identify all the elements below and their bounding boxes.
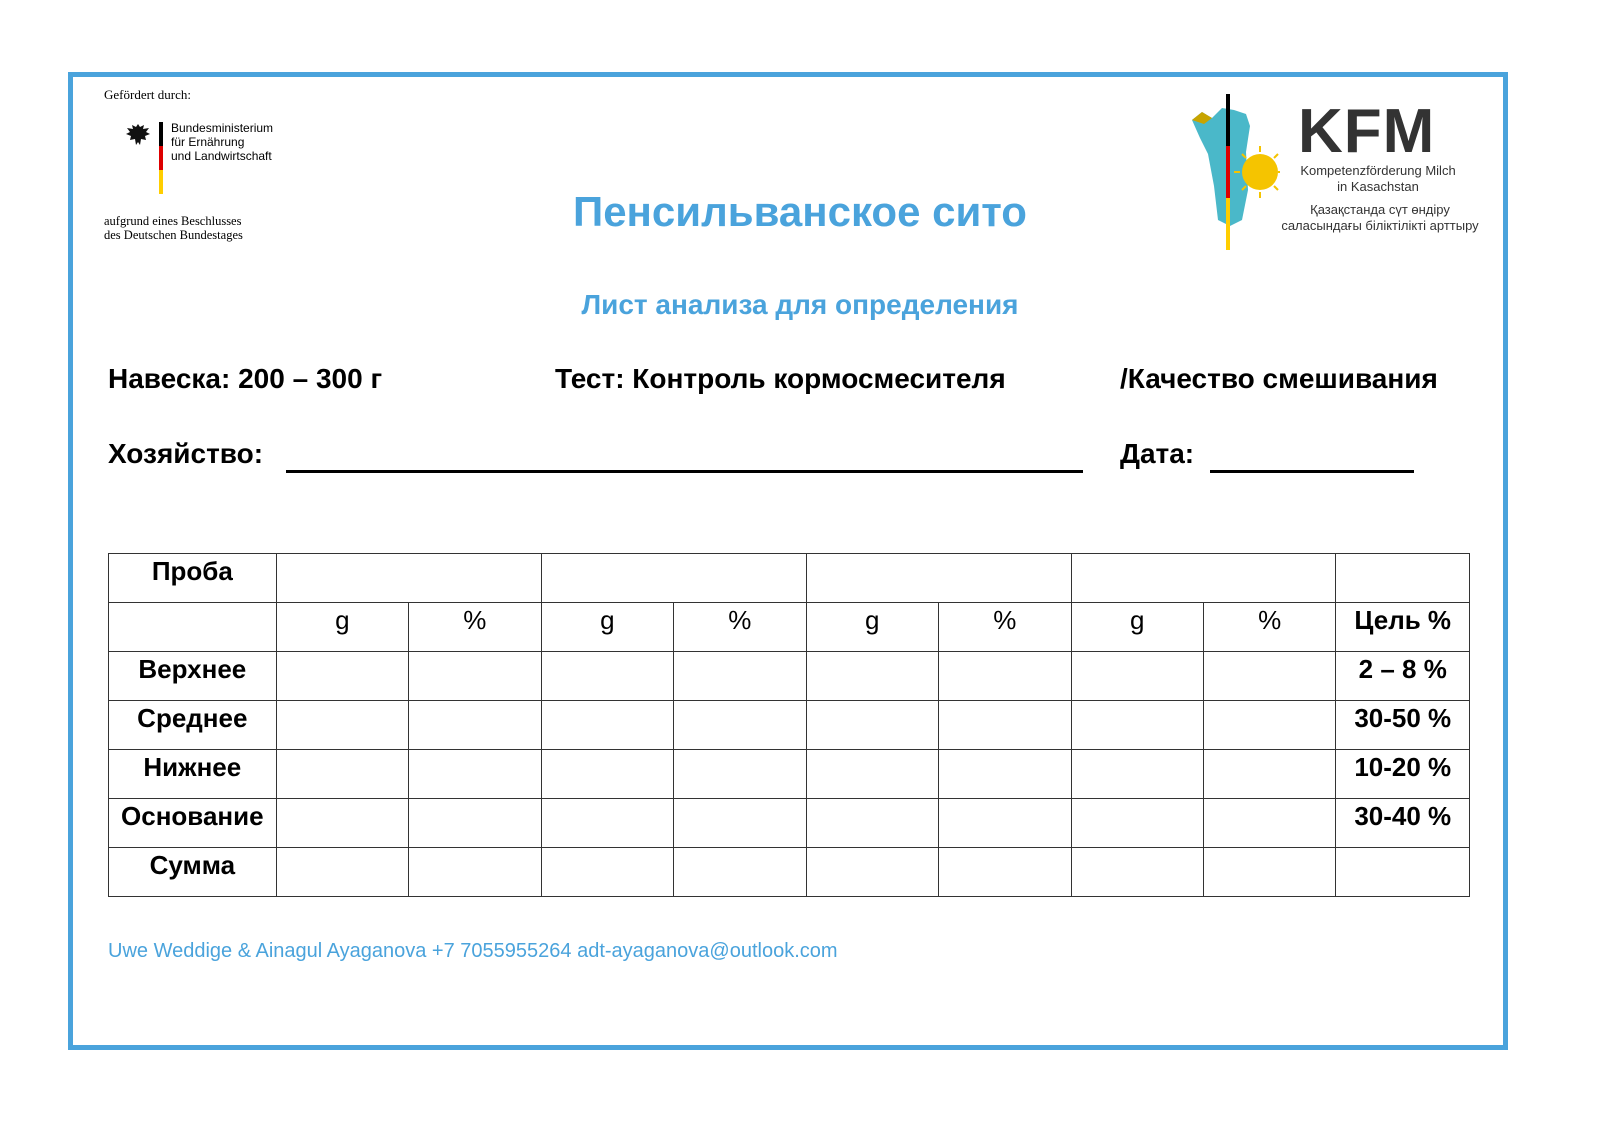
target-cell: 2 – 8 % (1336, 652, 1470, 701)
date-label: Дата: (1120, 438, 1195, 469)
entry-cell[interactable] (541, 799, 673, 848)
unit-header-cell: g (276, 603, 408, 652)
sample-weight-label: Навеска: 200 – 300 г (108, 363, 383, 394)
bundestag-note: aufgrund eines Beschlusses des Deutschen Bundestages (104, 214, 243, 242)
unit-header-cell: % (674, 603, 806, 652)
entry-cell[interactable] (276, 799, 408, 848)
mixing-quality-label: /Качество смешивания (1120, 363, 1438, 394)
target-cell: 10-20 % (1336, 750, 1470, 799)
date-input-line[interactable] (1210, 470, 1414, 473)
sample-name-cell[interactable] (541, 554, 806, 603)
entry-cell[interactable] (1071, 701, 1203, 750)
unit-header-cell: % (939, 603, 1071, 652)
entry-cell[interactable] (674, 750, 806, 799)
sieve-analysis-table (108, 553, 1470, 897)
entry-cell[interactable] (806, 701, 938, 750)
table-row (109, 603, 1470, 652)
entry-cell[interactable] (939, 652, 1071, 701)
entry-cell[interactable] (541, 750, 673, 799)
row-label-cell: Верхнее (109, 652, 277, 701)
entry-cell[interactable] (1071, 848, 1203, 897)
row-label-cell: Сумма (109, 848, 277, 897)
entry-cell[interactable] (806, 799, 938, 848)
unit-header-cell: g (1071, 603, 1203, 652)
german-flag-bar (159, 122, 163, 194)
sponsor-caption: Gefördert durch: (104, 87, 191, 102)
kfm-logo-title: KFM (1298, 97, 1436, 166)
unit-header-cell: % (409, 603, 541, 652)
entry-cell[interactable] (806, 750, 938, 799)
empty-header-cell (1336, 554, 1470, 603)
entry-cell[interactable] (1204, 701, 1336, 750)
entry-cell[interactable] (674, 799, 806, 848)
entry-cell[interactable] (806, 652, 938, 701)
table-row (109, 848, 1470, 897)
table-row (109, 652, 1470, 701)
entry-cell[interactable] (1204, 750, 1336, 799)
target-cell (1336, 848, 1470, 897)
kfm-logo-subtitle-de: Kompetenzförderung Milch in Kasachstan (1300, 163, 1456, 194)
entry-cell[interactable] (276, 701, 408, 750)
entry-cell[interactable] (409, 652, 541, 701)
document-title: Пенсильванское сито (573, 188, 1027, 235)
row-label-cell: Нижнее (109, 750, 277, 799)
entry-cell[interactable] (939, 701, 1071, 750)
entry-cell[interactable] (541, 848, 673, 897)
target-header-cell: Цель % (1336, 603, 1470, 652)
sample-name-cell[interactable] (1071, 554, 1336, 603)
document-subtitle: Лист анализа для определения (581, 289, 1019, 320)
table-row (109, 554, 1470, 603)
contact-footer: Uwe Weddige & Ainagul Ayaganova +7 7055955264 adt-ayaganova@outlook.com (108, 940, 838, 962)
unit-header-cell: % (1204, 603, 1336, 652)
eagle-icon (124, 121, 152, 149)
entry-cell[interactable] (276, 750, 408, 799)
entry-cell[interactable] (1204, 848, 1336, 897)
sample-name-cell[interactable] (276, 554, 541, 603)
entry-cell[interactable] (939, 750, 1071, 799)
entry-cell[interactable] (276, 652, 408, 701)
entry-cell[interactable] (939, 848, 1071, 897)
entry-cell[interactable] (674, 848, 806, 897)
kfm-logo-subtitle-kz: Қазақстанда сүт өндіру саласындағы біліктілікті арттыру (1281, 202, 1479, 233)
test-label: Тест: Контроль кормосмесителя (555, 363, 1006, 394)
table-row (109, 701, 1470, 750)
entry-cell[interactable] (939, 799, 1071, 848)
entry-cell[interactable] (409, 799, 541, 848)
entry-cell[interactable] (276, 848, 408, 897)
farm-input-line[interactable] (286, 470, 1083, 473)
entry-cell[interactable] (1204, 652, 1336, 701)
entry-cell[interactable] (1204, 799, 1336, 848)
row-label-cell: Основание (109, 799, 277, 848)
row-label-cell: Среднее (109, 701, 277, 750)
target-cell: 30-50 % (1336, 701, 1470, 750)
entry-cell[interactable] (409, 750, 541, 799)
entry-cell[interactable] (1071, 750, 1203, 799)
empty-header-cell (109, 603, 277, 652)
entry-cell[interactable] (409, 848, 541, 897)
unit-header-cell: g (541, 603, 673, 652)
entry-cell[interactable] (541, 701, 673, 750)
entry-cell[interactable] (409, 701, 541, 750)
entry-cell[interactable] (1071, 799, 1203, 848)
table-row (109, 799, 1470, 848)
ministry-name: Bundesministerium für Ernährung und Landwirtschaft (171, 121, 274, 163)
target-cell: 30-40 % (1336, 799, 1470, 848)
entry-cell[interactable] (674, 701, 806, 750)
entry-cell[interactable] (806, 848, 938, 897)
sample-name-cell[interactable] (806, 554, 1071, 603)
sample-header-cell: Проба (109, 554, 277, 603)
entry-cell[interactable] (541, 652, 673, 701)
entry-cell[interactable] (674, 652, 806, 701)
entry-cell[interactable] (1071, 652, 1203, 701)
table-row (109, 750, 1470, 799)
farm-label: Хозяйство: (108, 438, 264, 469)
unit-header-cell: g (806, 603, 938, 652)
